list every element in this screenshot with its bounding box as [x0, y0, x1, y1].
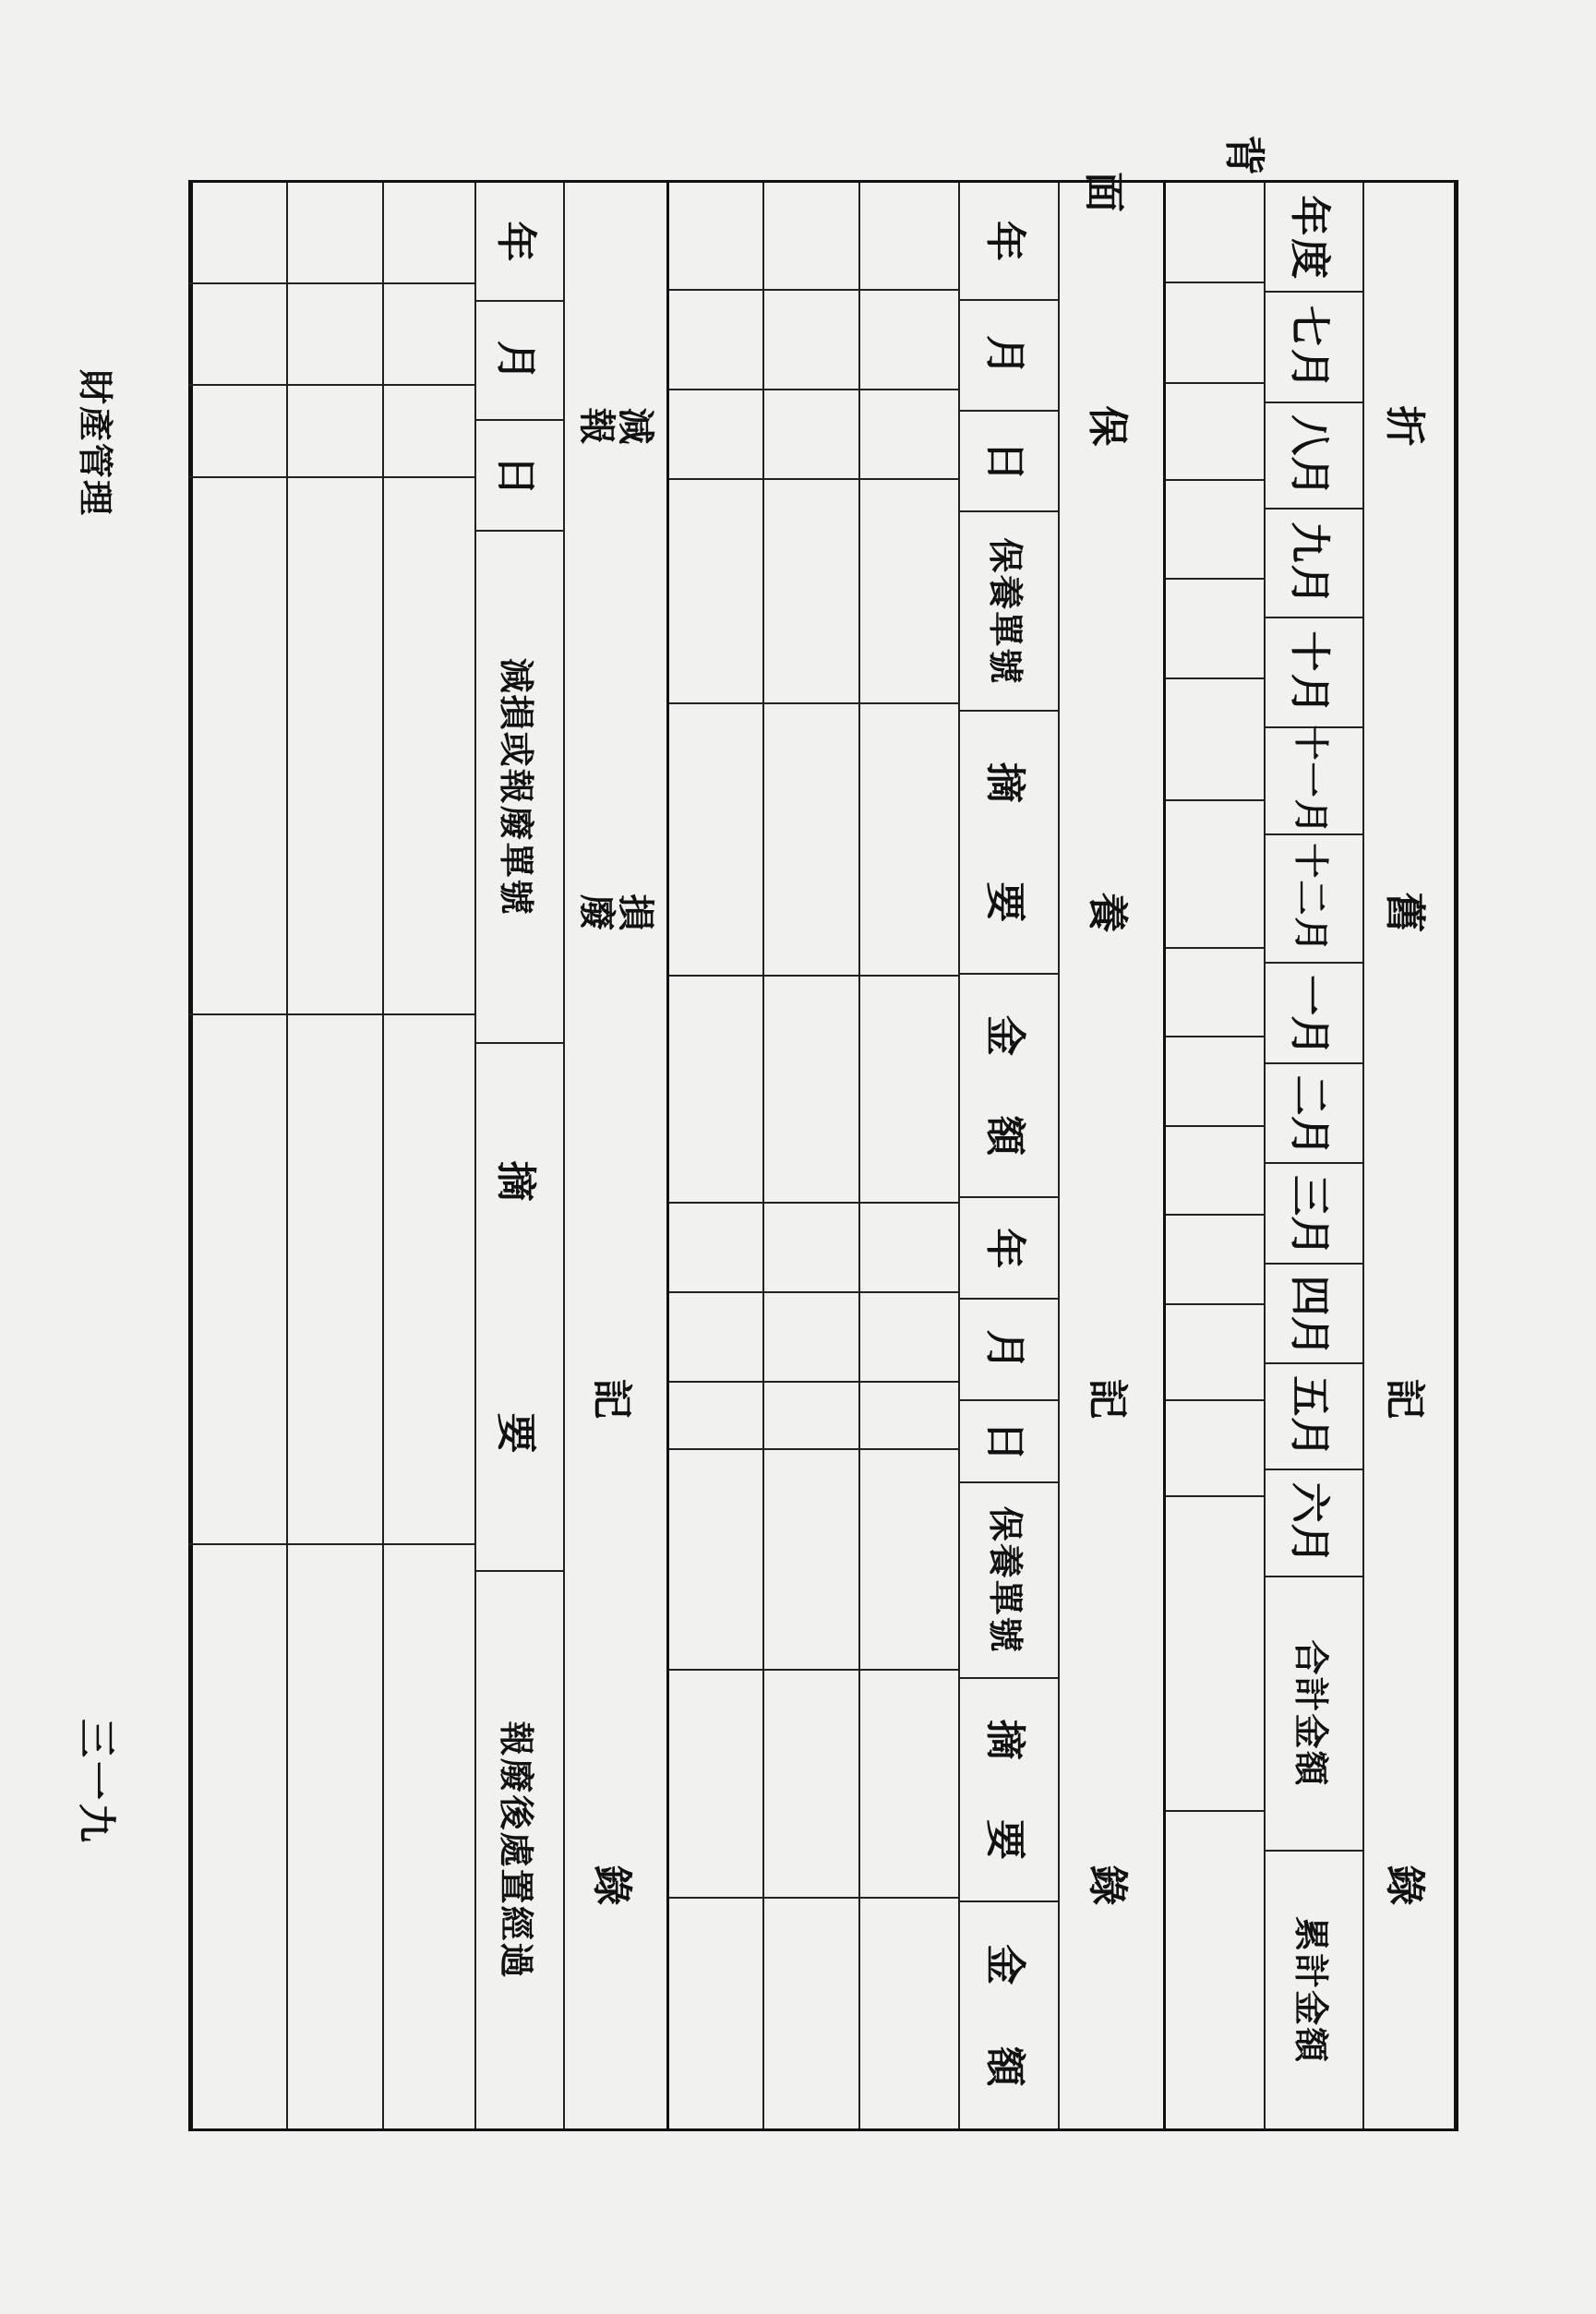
depreciation-header-cell: 六 月 — [1266, 1470, 1362, 1577]
title-char: 養 — [1084, 892, 1131, 933]
depreciation-header-cell: 二 月 — [1266, 1064, 1362, 1164]
title-char: 舊 — [1381, 892, 1429, 933]
maintenance-data-row — [666, 183, 762, 2128]
maintenance-entry-cell[interactable] — [860, 977, 958, 1205]
depreciation-title-row — [1362, 183, 1454, 2128]
maintenance-header-cell: 日 — [960, 412, 1058, 513]
maintenance-entry-cell[interactable] — [860, 1899, 958, 2129]
disposal-header-cell: 摘 要 — [476, 1044, 563, 1572]
maintenance-header-cell: 摘 要 — [960, 1679, 1058, 1903]
maintenance-entry-cell[interactable] — [860, 1293, 958, 1383]
title-stacked-chars: 減 報 — [575, 407, 657, 445]
maintenance-entry-cell[interactable] — [764, 977, 858, 1205]
depreciation-entry-cell[interactable] — [1166, 1812, 1264, 2128]
maintenance-data-row — [762, 183, 858, 2128]
depreciation-entry-cell[interactable] — [1166, 1216, 1264, 1304]
maintenance-entry-cell[interactable] — [860, 1204, 958, 1293]
depreciation-entry-cell[interactable] — [1166, 1401, 1264, 1497]
title-char: 錄 — [1084, 1864, 1131, 1906]
maintenance-header-cell: 年 — [960, 183, 1058, 301]
disposal-header-cell: 減損或報廢單號 — [476, 532, 563, 1044]
depreciation-entry-cell[interactable] — [1166, 580, 1264, 679]
disposal-data-row — [188, 183, 286, 2128]
depreciation-header-cell: 合計金額 — [1266, 1577, 1362, 1852]
side-label-char: 背 — [1220, 135, 1267, 175]
disposal-entry-cell[interactable] — [188, 1545, 286, 2128]
title-char: 記 — [1084, 1378, 1131, 1420]
maintenance-entry-cell[interactable] — [669, 480, 762, 705]
depreciation-entry-cell[interactable] — [1166, 283, 1264, 384]
depreciation-header-cell: 年 度 — [1266, 183, 1362, 293]
maintenance-header-cell: 月 — [960, 1300, 1058, 1401]
disposal-entry-cell[interactable] — [188, 478, 286, 1015]
disposal-entry-cell[interactable] — [288, 1015, 382, 1545]
disposal-title-row — [563, 183, 666, 2128]
depreciation-header-cell: 九 月 — [1266, 510, 1362, 618]
depreciation-header-cell: 十 月 — [1266, 618, 1362, 727]
disposal-entry-cell[interactable] — [384, 1015, 474, 1545]
title-char: 折 — [1381, 405, 1429, 447]
maintenance-entry-cell[interactable] — [669, 1383, 762, 1450]
maintenance-entry-cell[interactable] — [764, 291, 858, 390]
maintenance-entry-cell[interactable] — [764, 480, 858, 705]
maintenance-header-cell: 年 — [960, 1198, 1058, 1300]
disposal-entry-cell[interactable] — [384, 183, 474, 284]
property-record-form — [188, 180, 1458, 2131]
depreciation-header-cell: 累計金額 — [1290, 1916, 1332, 2065]
disposal-entry-cell[interactable] — [384, 284, 474, 386]
disposal-header-cell: 報廢後處置經過 — [496, 1721, 538, 1980]
disposal-entry-cell[interactable] — [188, 284, 286, 386]
maintenance-entry-cell[interactable] — [860, 1383, 958, 1450]
maintenance-header-cell: 金 額 — [981, 1944, 1028, 2087]
disposal-entry-cell[interactable] — [288, 386, 382, 478]
disposal-entry-cell[interactable] — [384, 386, 474, 478]
disposal-entry-cell[interactable] — [288, 183, 382, 284]
maintenance-entry-cell[interactable] — [669, 977, 762, 1205]
disposal-data-row — [286, 183, 382, 2128]
maintenance-header-row — [958, 183, 1058, 2128]
maintenance-entry-cell[interactable] — [669, 1293, 762, 1383]
maintenance-header-cell: 金 額 — [960, 975, 1058, 1199]
maintenance-entry-cell[interactable] — [669, 704, 762, 976]
depreciation-entry-cell[interactable] — [1166, 801, 1264, 948]
disposal-header-cell: 年 — [476, 183, 563, 302]
side-label-char: 面 — [1080, 172, 1127, 212]
disposal-entry-cell[interactable] — [188, 386, 286, 478]
maintenance-header-cell: 日 — [960, 1401, 1058, 1483]
depreciation-entry-cell[interactable] — [1166, 949, 1264, 1037]
maintenance-header-cell: 保養單號 — [960, 1483, 1058, 1679]
maintenance-entry-cell[interactable] — [669, 291, 762, 390]
title-char: 記 — [588, 1378, 635, 1420]
maintenance-data-row — [858, 183, 958, 2128]
maintenance-entry-cell[interactable] — [669, 1450, 762, 1671]
maintenance-entry-cell[interactable] — [860, 1671, 958, 1899]
depreciation-entry-cell[interactable] — [1166, 384, 1264, 480]
depreciation-data-row — [1163, 183, 1264, 2128]
maintenance-entry-cell[interactable] — [860, 1450, 958, 1671]
maintenance-entry-cell[interactable] — [764, 1293, 858, 1383]
disposal-entry-cell[interactable] — [384, 478, 474, 1015]
maintenance-title-row — [1058, 183, 1163, 2128]
maintenance-entry-cell[interactable] — [860, 480, 958, 705]
depreciation-entry-cell[interactable] — [1166, 1037, 1264, 1126]
disposal-entry-cell[interactable] — [288, 478, 382, 1015]
maintenance-header-cell: 保養單號 — [960, 512, 1058, 712]
maintenance-entry-cell[interactable] — [860, 390, 958, 480]
maintenance-entry-cell[interactable] — [764, 1671, 858, 1899]
depreciation-entry-cell[interactable] — [1166, 1127, 1264, 1216]
depreciation-entry-cell[interactable] — [1166, 481, 1264, 581]
disposal-entry-cell[interactable] — [188, 183, 286, 284]
depreciation-header-cell: 八 月 — [1266, 403, 1362, 510]
section-title: 財產管理 — [75, 369, 116, 518]
maintenance-header-cell: 月 — [960, 301, 1058, 412]
maintenance-entry-cell[interactable] — [669, 1671, 762, 1899]
disposal-entry-cell[interactable] — [288, 284, 382, 386]
depreciation-entry-cell[interactable] — [1166, 1497, 1264, 1812]
disposal-header-row — [474, 183, 563, 2128]
depreciation-entry-cell[interactable] — [1166, 1305, 1264, 1401]
maintenance-entry-cell[interactable] — [860, 291, 958, 390]
maintenance-entry-cell[interactable] — [764, 1383, 858, 1450]
title-char: 錄 — [1381, 1864, 1429, 1906]
maintenance-entry-cell[interactable] — [669, 1899, 762, 2129]
maintenance-entry-cell[interactable] — [669, 1204, 762, 1293]
depreciation-header-row — [1264, 183, 1362, 2128]
title-char: 記 — [1381, 1378, 1429, 1420]
depreciation-header-cell: 五 月 — [1266, 1364, 1362, 1470]
maintenance-entry-cell[interactable] — [669, 183, 762, 291]
disposal-entry-cell[interactable] — [384, 1545, 474, 2128]
disposal-header-cell: 日 — [476, 421, 563, 532]
depreciation-header-cell: 十一月 — [1266, 728, 1362, 835]
title-char: 保 — [1084, 405, 1131, 447]
depreciation-header-cell: 三 月 — [1266, 1164, 1362, 1264]
maintenance-header-cell: 摘 要 — [960, 712, 1058, 975]
depreciation-entry-cell[interactable] — [1166, 183, 1264, 283]
maintenance-entry-cell[interactable] — [860, 704, 958, 976]
maintenance-entry-cell[interactable] — [764, 183, 858, 291]
depreciation-entry-cell[interactable] — [1166, 679, 1264, 802]
maintenance-entry-cell[interactable] — [764, 1899, 858, 2129]
depreciation-header-cell: 四 月 — [1266, 1265, 1362, 1364]
title-char: 錄 — [588, 1864, 635, 1906]
page-number: 三一九 — [74, 1719, 119, 1847]
disposal-entry-cell[interactable] — [188, 1015, 286, 1545]
title-stacked-chars: 損 廢 — [575, 893, 657, 931]
maintenance-entry-cell[interactable] — [764, 1204, 858, 1293]
maintenance-entry-cell[interactable] — [764, 1450, 858, 1671]
depreciation-header-cell: 七 月 — [1266, 293, 1362, 402]
disposal-entry-cell[interactable] — [288, 1545, 382, 2128]
maintenance-entry-cell[interactable] — [860, 183, 958, 291]
disposal-header-cell: 月 — [476, 302, 563, 421]
maintenance-entry-cell[interactable] — [764, 390, 858, 480]
maintenance-entry-cell[interactable] — [669, 390, 762, 480]
depreciation-header-cell: 十二月 — [1266, 835, 1362, 964]
depreciation-header-cell: 一 月 — [1266, 964, 1362, 1063]
maintenance-entry-cell[interactable] — [764, 704, 858, 976]
disposal-data-row — [382, 183, 474, 2128]
